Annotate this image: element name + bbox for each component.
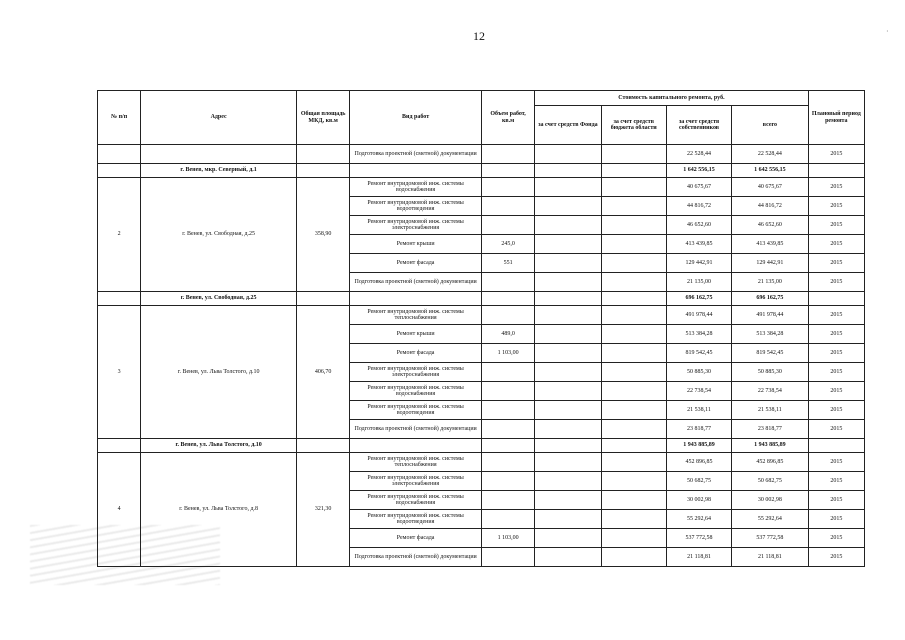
- work-type-cell: Ремонт внутридомовой инж. системы водоснабжения: [350, 491, 482, 510]
- total-cost-cell: 40 675,67: [732, 178, 808, 197]
- own-cost-cell: 50 885,30: [666, 363, 731, 382]
- volume-cell: 489,0: [481, 325, 534, 344]
- period-cell: 2015: [808, 453, 864, 472]
- work-type-cell: Ремонт крыши: [350, 325, 482, 344]
- col-header-fund: за счет средств Фонда: [535, 106, 601, 145]
- own-cost-cell: 21 538,11: [666, 401, 731, 420]
- total-cost-cell: 22 528,44: [732, 145, 808, 164]
- total-cost-cell: 21 118,81: [732, 548, 808, 567]
- volume-cell: [481, 491, 534, 510]
- period-cell: 2015: [808, 178, 864, 197]
- own-cost-cell: 413 439,85: [666, 235, 731, 254]
- address-cell: г. Венев, ул. Льва Толстого, д.8: [141, 453, 297, 567]
- total-cost-cell: 50 682,75: [732, 472, 808, 491]
- total-cost-cell: 46 652,60: [732, 216, 808, 235]
- total-cost-cell: 22 738,54: [732, 382, 808, 401]
- total-cost-cell: 23 818,77: [732, 420, 808, 439]
- period-cell: 2015: [808, 235, 864, 254]
- volume-cell: [481, 216, 534, 235]
- volume-cell: [481, 306, 534, 325]
- period-cell: 2015: [808, 306, 864, 325]
- volume-cell: [481, 472, 534, 491]
- own-cost-cell: 55 292,64: [666, 510, 731, 529]
- page-number: 12: [473, 29, 485, 43]
- work-type-cell: Ремонт фасада: [350, 254, 482, 273]
- period-cell: 2015: [808, 273, 864, 292]
- own-cost-cell: 452 896,85: [666, 453, 731, 472]
- volume-cell: [481, 363, 534, 382]
- area-cell: 406,70: [297, 306, 350, 439]
- own-cost-cell: 537 772,58: [666, 529, 731, 548]
- own-cost-cell: 44 816,72: [666, 197, 731, 216]
- work-type-cell: Ремонт внутридомовой инж. системы водоотведения: [350, 401, 482, 420]
- row-number: 4: [98, 453, 141, 567]
- volume-cell: 1 103,00: [481, 529, 534, 548]
- total-cost-cell: 537 772,58: [732, 529, 808, 548]
- total-cost-cell: 491 978,44: [732, 306, 808, 325]
- own-cost-cell: 46 652,60: [666, 216, 731, 235]
- total-cost-cell: 413 439,85: [732, 235, 808, 254]
- own-cost-cell: 30 002,98: [666, 491, 731, 510]
- volume-cell: [481, 197, 534, 216]
- total-cost-cell: 696 162,75: [732, 292, 808, 306]
- area-cell: 321,30: [297, 453, 350, 567]
- period-cell: 2015: [808, 216, 864, 235]
- volume-cell: [481, 510, 534, 529]
- period-cell: 2015: [808, 325, 864, 344]
- work-type-cell: Подготовка проектной (сметной) документации: [350, 420, 482, 439]
- work-type-cell: Ремонт внутридомовой инж. системы водоотведения: [350, 510, 482, 529]
- volume-cell: [481, 453, 534, 472]
- total-cost-cell: 452 896,85: [732, 453, 808, 472]
- work-type-cell: Ремонт внутридомовой инж. системы теплоснабжения: [350, 306, 482, 325]
- work-type-cell: Подготовка проектной (сметной) документации: [350, 548, 482, 567]
- total-cost-cell: 44 816,72: [732, 197, 808, 216]
- col-header-area: Общая площадь МКД, кв.м: [297, 91, 350, 145]
- period-cell: 2015: [808, 420, 864, 439]
- subtotal-row: [98, 164, 865, 178]
- period-cell: 2015: [808, 510, 864, 529]
- work-type-cell: Подготовка проектной (сметной) документации: [350, 273, 482, 292]
- capital-repair-table: [97, 90, 865, 567]
- total-cost-cell: 513 384,28: [732, 325, 808, 344]
- work-type-cell: Подготовка проектной (сметной) документации: [350, 145, 482, 164]
- col-header-num: № п/п: [98, 91, 141, 145]
- work-type-cell: Ремонт внутридомовой инж. системы водоснабжения: [350, 382, 482, 401]
- own-cost-cell: 22 738,54: [666, 382, 731, 401]
- volume-cell: [481, 178, 534, 197]
- period-cell: 2015: [808, 529, 864, 548]
- period-cell: 2015: [808, 254, 864, 273]
- subtotal-address: г. Венев, ул. Льва Толстого, д.10: [141, 439, 297, 453]
- period-cell: 2015: [808, 363, 864, 382]
- subtotal-address: г. Венев, мкр. Северный, д.1: [141, 164, 297, 178]
- area-cell: 358,90: [297, 178, 350, 292]
- period-cell: 2015: [808, 548, 864, 567]
- own-cost-cell: 1 642 556,15: [666, 164, 731, 178]
- total-cost-cell: 21 538,11: [732, 401, 808, 420]
- period-cell: 2015: [808, 382, 864, 401]
- own-cost-cell: 50 682,75: [666, 472, 731, 491]
- own-cost-cell: 696 162,75: [666, 292, 731, 306]
- own-cost-cell: 21 135,00: [666, 273, 731, 292]
- volume-cell: [481, 145, 534, 164]
- period-cell: 2015: [808, 401, 864, 420]
- total-cost-cell: 21 135,00: [732, 273, 808, 292]
- volume-cell: 551: [481, 254, 534, 273]
- period-cell: 2015: [808, 344, 864, 363]
- col-header-budget: за счет средств бюджета области: [601, 106, 666, 145]
- total-cost-cell: 1 943 885,89: [732, 439, 808, 453]
- address-cell: г. Венев, ул. Льва Толстого, д.10: [141, 306, 297, 439]
- scan-mark: ·: [886, 27, 889, 36]
- table-row: [98, 306, 865, 325]
- total-cost-cell: 819 542,45: [732, 344, 808, 363]
- col-header-address: Адрес: [141, 91, 297, 145]
- own-cost-cell: 1 943 885,89: [666, 439, 731, 453]
- col-header-own: за счет средств собственников: [666, 106, 731, 145]
- work-type-cell: Ремонт внутридомовой инж. системы электроснабжения: [350, 216, 482, 235]
- total-cost-cell: 55 292,64: [732, 510, 808, 529]
- volume-cell: 245,0: [481, 235, 534, 254]
- work-type-cell: Ремонт фасада: [350, 344, 482, 363]
- own-cost-cell: 22 528,44: [666, 145, 731, 164]
- period-cell: 2015: [808, 145, 864, 164]
- col-header-period: Плановый период ремонта: [808, 91, 864, 145]
- volume-cell: [481, 420, 534, 439]
- work-type-cell: Ремонт крыши: [350, 235, 482, 254]
- volume-cell: 1 103,00: [481, 344, 534, 363]
- period-cell: 2015: [808, 197, 864, 216]
- volume-cell: [481, 382, 534, 401]
- subtotal-address: г. Венев, ул. Свободная, д.25: [141, 292, 297, 306]
- own-cost-cell: 513 384,28: [666, 325, 731, 344]
- total-cost-cell: 50 885,30: [732, 363, 808, 382]
- work-type-cell: Ремонт внутридомовой инж. системы теплоснабжения: [350, 453, 482, 472]
- period-cell: 2015: [808, 491, 864, 510]
- volume-cell: [481, 401, 534, 420]
- own-cost-cell: 129 442,91: [666, 254, 731, 273]
- subtotal-row: [98, 439, 865, 453]
- own-cost-cell: 23 818,77: [666, 420, 731, 439]
- col-header-volume: Объем работ, кв.м: [481, 91, 534, 145]
- volume-cell: [481, 273, 534, 292]
- own-cost-cell: 819 542,45: [666, 344, 731, 363]
- table-row: [98, 178, 865, 197]
- address-cell: г. Венев, ул. Свободная, д.25: [141, 178, 297, 292]
- period-cell: 2015: [808, 472, 864, 491]
- col-header-total: всего: [732, 106, 808, 145]
- work-type-cell: Ремонт внутридомовой инж. системы электроснабжения: [350, 472, 482, 491]
- table-row: [98, 145, 865, 164]
- col-header-work-type: Вид работ: [350, 91, 482, 145]
- work-type-cell: Ремонт внутридомовой инж. системы водоотведения: [350, 197, 482, 216]
- work-type-cell: Ремонт фасада: [350, 529, 482, 548]
- subtotal-row: [98, 292, 865, 306]
- own-cost-cell: 40 675,67: [666, 178, 731, 197]
- total-cost-cell: 1 642 556,15: [732, 164, 808, 178]
- work-type-cell: Ремонт внутридомовой инж. системы электроснабжения: [350, 363, 482, 382]
- own-cost-cell: 21 118,81: [666, 548, 731, 567]
- total-cost-cell: 129 442,91: [732, 254, 808, 273]
- row-number: 2: [98, 178, 141, 292]
- col-header-cost-group: Стоимость капитального ремонта, руб.: [535, 91, 808, 106]
- row-number: 3: [98, 306, 141, 439]
- volume-cell: [481, 548, 534, 567]
- total-cost-cell: 30 002,98: [732, 491, 808, 510]
- work-type-cell: Ремонт внутридомовой инж. системы водоснабжения: [350, 178, 482, 197]
- own-cost-cell: 491 978,44: [666, 306, 731, 325]
- table-row: [98, 453, 865, 472]
